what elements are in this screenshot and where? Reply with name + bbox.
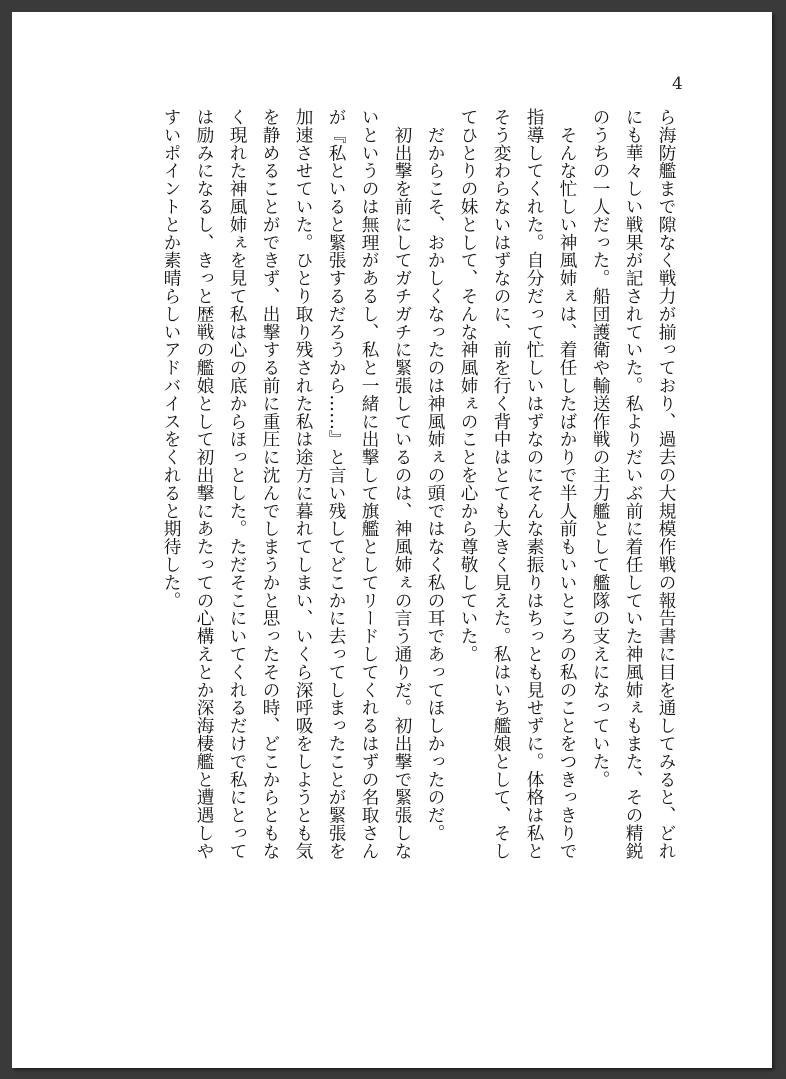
text-line: 加速させていた。ひとり取り残された私は途方に暮れてしまい、いくら深呼吸をしようとも気 <box>293 108 313 860</box>
text-line: だからこそ、おかしくなったのは神風姉ぇの頭ではなく私の耳であってほしかったのだ。 <box>425 108 445 842</box>
text-line: のうちの一人だった。船団護衛や輸送作戦の主力艦として艦隊の支えになっていた。 <box>590 108 610 789</box>
text-line: 初出撃を前にしてガチガチに緊張しているのは、神風姉ぇの言う通りだ。初出撃で緊張しな <box>392 108 412 860</box>
page-number: 4 <box>672 74 683 94</box>
text-line: ら海防艦まで隙なく戦力が揃っており、過去の大規模作戦の報告書に目を通してみると、どれ <box>656 108 676 860</box>
text-line: てひとりの妹として、そんな神風姉ぇのことを心から尊敬していた。 <box>458 108 478 663</box>
text-line: そう変わらないはずなのに、前を行く背中はとても大きく見えた。私はいち艦娘として、そし <box>491 108 511 860</box>
body-text <box>154 108 682 1008</box>
text-line: すいポイントとか素晴らしいアドバイスをくれると期待した。 <box>161 108 181 610</box>
text-line: を静めることができず、出撃する前に重圧に沈んでしまうかと思ったその時、どこからともな <box>260 108 280 860</box>
text-line: は励みになるし、きっと歴戦の艦娘として初出撃にあたっての心構えとか深海棲艦と遭遇しや <box>194 108 214 860</box>
document-page <box>12 12 772 1068</box>
text-line: いというのは無理があるし、私と一緒に出撃して旗艦としてリードしてくれるはずの名取さん <box>359 108 379 860</box>
text-line: く現れた神風姉ぇを見て私は心の底からほっとした。ただそこにいてくれるだけで私にとって <box>227 108 247 860</box>
text-line: 指導してくれた。自分だって忙しいはずなのにそんな素振りはちっとも見せずに。体格は私と <box>524 108 544 860</box>
text-line: が『私といると緊張するだろうから……』と言い残してどこかに去ってしまったことが緊張を <box>326 108 346 860</box>
text-line: にも華々しい戦果が記されていた。私よりだいぶ前に着任していた神風姉ぇもまた、その精鋭 <box>623 108 643 860</box>
text-line: そんな忙しい神風姉ぇは、着任したばかりで半人前もいいところの私のことをつきっきりで <box>557 108 577 860</box>
